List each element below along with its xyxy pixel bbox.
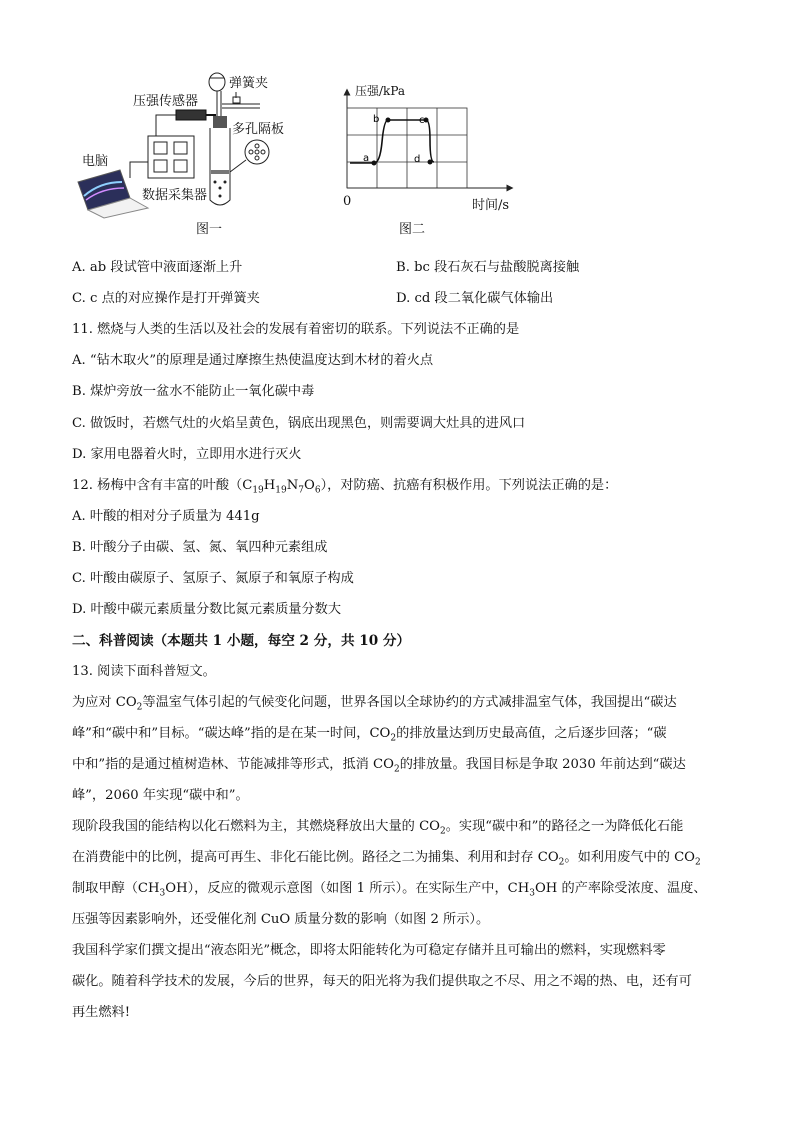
passage-p3-line2: 碳化。随着科学技术的发展，今后的世界，每天的阳光将为我们提供取之不尽、用之不竭的热、电，还有可 [72, 974, 692, 989]
pressure-sensor-icon [176, 110, 216, 120]
formula-o: O [304, 478, 315, 493]
text-run: 的排放量达到历史最高值，之后逐步回落；“碳 [396, 726, 667, 741]
test-tube-icon [210, 116, 230, 205]
passage-p1-line1 [72, 691, 677, 713]
text-run: 。实现“碳中和”的路径之一为降低化石能 [445, 819, 684, 834]
origin-label: 0 [343, 194, 352, 209]
text-run: 峰”和“碳中和”目标。“碳达峰”指的是在某一时间，CO [72, 726, 391, 741]
pressure-sensor-label: 压强传感器 [133, 94, 199, 109]
q12-stem-post: ），对防癌、抗癌有积极作用。下列说法正确的是： [320, 478, 618, 493]
subscript: 3 [159, 888, 166, 899]
figure-2-caption: 图二 [399, 222, 426, 237]
text-run: 现阶段我国的能结构以化石燃料为主，其燃烧释放出大量的 CO [72, 819, 440, 834]
x-axis-label: 时间/s [472, 198, 510, 213]
passage-p2-line4: 压强等因素影响外，还受催化剂 CuO 质量分数的影响（如图 2 所示）。 [72, 912, 490, 927]
porous-plate-label: 多孔隔板 [232, 122, 285, 137]
subscript: 2 [558, 857, 565, 868]
subscript: 2 [393, 764, 400, 775]
q12-stem [72, 474, 617, 496]
passage-p2-line3 [72, 877, 707, 899]
passage-p2-line2 [72, 846, 701, 868]
data-collector-label: 数据采集器 [142, 188, 208, 203]
passage-p1-line3 [72, 753, 686, 775]
text-run: 在消费能中的比例，提高可再生、非化石能比例。路径之二为捕集、利用和封存 CO [72, 850, 559, 865]
formula-n-count: 7 [298, 485, 305, 496]
text-run: OH 的产率除受浓度、温度、 [534, 881, 707, 896]
formula-n: N [286, 478, 299, 493]
text-run: 中和”指的是通过植树造林、节能减排等形式，抵消 CO [72, 757, 394, 772]
point-a [372, 161, 377, 166]
q12-option-c: C. 叶酸由碳原子、氢原子、氮原子和氧原子构成 [72, 571, 354, 586]
q12-option-a: A. 叶酸的相对分子质量为 441g [72, 509, 260, 524]
passage-p1-line4: 峰”，2060 年实现“碳中和”。 [72, 788, 249, 803]
q11-option-c: C. 做饭时，若燃气灶的火焰呈黄色，锅底出现黑色，则需要调大灶具的进风口 [72, 416, 526, 431]
text-run: 制取甲醇（CH [72, 881, 160, 896]
text-run: 为应对 CO [72, 695, 137, 710]
computer-label: 电脑 [82, 154, 109, 169]
q10-option-d: D. cd 段二氧化碳气体输出 [396, 291, 554, 306]
text-run: OH），反应的微观示意图（如图 1 所示）。在实际生产中，CH [165, 881, 530, 896]
q11-option-b: B. 煤炉旁放一盆水不能防止一氧化碳中毒 [72, 384, 315, 399]
q11-option-d: D. 家用电器着火时，立即用水进行灭火 [72, 447, 302, 462]
q12-option-d: D. 叶酸中碳元素质量分数比氮元素质量分数大 [72, 602, 342, 617]
y-axis-label: 压强/kPa [355, 84, 406, 98]
subscript: 2 [136, 702, 143, 713]
point-a-label: a [363, 153, 370, 164]
point-b-label: b [373, 114, 380, 125]
formula-o-count: 6 [314, 485, 321, 496]
pressure-time-graph [330, 80, 520, 210]
q11-stem: 11. 燃烧与人类的生活以及社会的发展有着密切的联系。下列说法不正确的是 [72, 322, 520, 337]
q10-option-b: B. bc 段石灰石与盐酸脱离接触 [396, 260, 580, 275]
subscript: 2 [439, 826, 446, 837]
spring-clip-label: 弹簧夹 [229, 76, 269, 91]
laptop-icon [78, 170, 148, 218]
passage-p2-line1 [72, 815, 683, 837]
q11-option-a: A. “钻木取火”的原理是通过摩擦生热使温度达到木材的着火点 [72, 353, 434, 368]
text-run: 等温室气体引起的气候变化问题，世界各国以全球协约的方式减排温室气体，我国提出“碳达 [142, 695, 677, 710]
point-d-label: d [414, 154, 421, 165]
passage-p3-line1: 我国科学家们撰文提出“液态阳光”概念，即将太阳能转化为可稳定存储并且可输出的燃料，实现燃料零 [72, 943, 666, 958]
q12-option-b: B. 叶酸分子由碳、氢、氮、氧四种元素组成 [72, 540, 328, 555]
formula-h: H [263, 478, 276, 493]
q10-option-a: A. ab 段试管中液面逐渐上升 [72, 260, 243, 275]
subscript: 2 [694, 857, 701, 868]
section-2-heading: 二、科普阅读（本题共 1 小题，每空 2 分，共 10 分） [72, 633, 411, 649]
formula-h-count: 19 [275, 485, 287, 496]
q13-stem: 13. 阅读下面科普短文。 [72, 664, 216, 679]
text-run: 。如利用废气中的 CO [564, 850, 695, 865]
subscript: 2 [390, 733, 397, 744]
porous-plate-icon [230, 140, 269, 172]
point-c-label: c [419, 115, 425, 126]
passage-p3-line3: 再生燃料! [72, 1005, 131, 1020]
figure-1-caption: 图一 [196, 222, 223, 237]
text-run: 的排放量。我国目标是争取 2030 年前达到“碳达 [399, 757, 686, 772]
q12-stem-pre: 12. 杨梅中含有丰富的叶酸（C [72, 478, 253, 493]
data-collector-box [148, 136, 194, 178]
point-d [428, 160, 433, 165]
passage-p1-line2 [72, 722, 667, 744]
point-b [386, 118, 391, 123]
formula-c-count: 19 [252, 485, 264, 496]
subscript: 3 [529, 888, 535, 899]
q10-option-c: C. c 点的对应操作是打开弹簧夹 [72, 291, 260, 306]
